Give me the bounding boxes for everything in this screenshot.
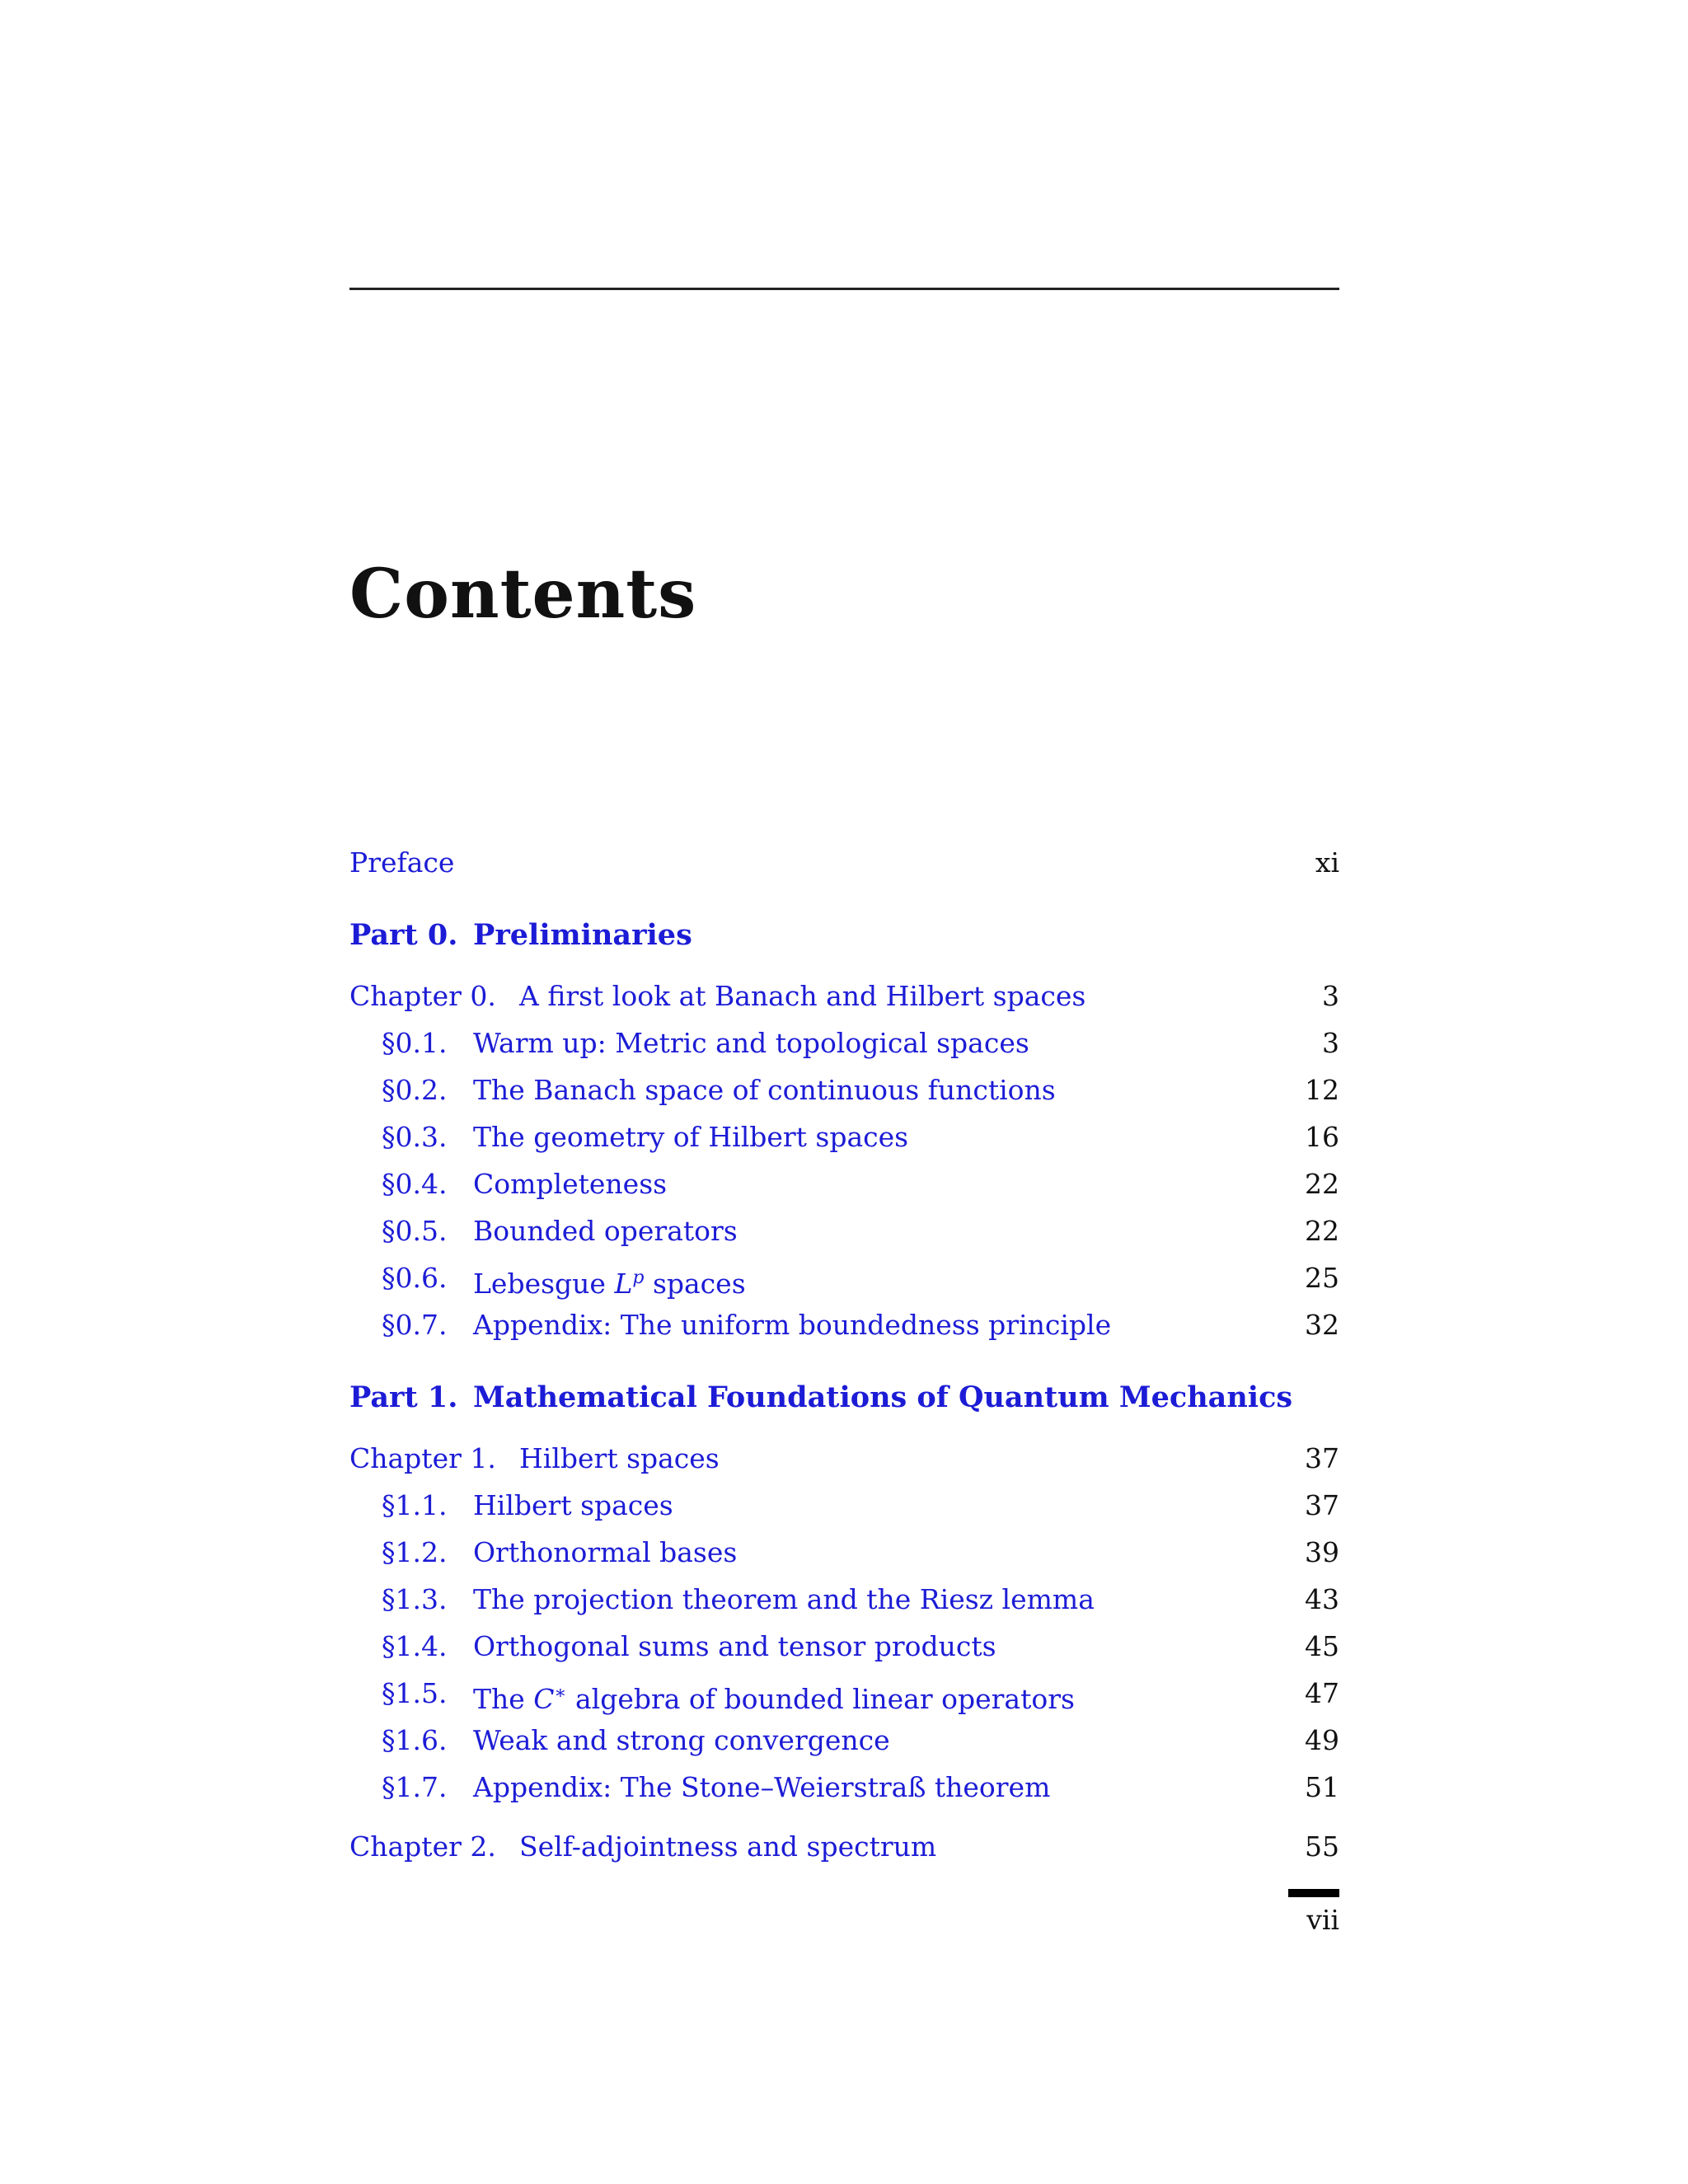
chapter-0-title[interactable]: A first look at Banach and Hilbert spaces	[519, 980, 1086, 1012]
section-title-text: The	[473, 1683, 534, 1715]
section-title-text: algebra of bounded linear operators	[566, 1683, 1075, 1715]
section-number[interactable]: §1.3.	[382, 1583, 448, 1615]
section-page: 49	[1305, 1724, 1339, 1756]
toc-entry-section[interactable]	[349, 1117, 1339, 1158]
section-title[interactable]: The Banach space of continuous functions	[473, 1074, 1056, 1106]
section-number[interactable]: §1.4.	[382, 1630, 448, 1662]
chapter-0-label[interactable]: Chapter 0.	[349, 980, 496, 1012]
toc-entry-part-1[interactable]	[349, 1377, 1339, 1418]
part-1-title[interactable]: Mathematical Foundations of Quantum Mechanics	[473, 1380, 1293, 1414]
toc-entry-section[interactable]	[349, 1579, 1339, 1620]
section-title[interactable]: Bounded operators	[473, 1215, 738, 1247]
top-rule	[349, 288, 1339, 290]
chapter-2-page: 55	[1305, 1830, 1339, 1863]
math-superscript: ∗	[554, 1683, 567, 1704]
toc-entry-chapter-0[interactable]	[349, 976, 1339, 1017]
chapter-1-label[interactable]: Chapter 1.	[349, 1442, 496, 1474]
toc-entry-section[interactable]	[349, 1164, 1339, 1205]
section-title[interactable]: Weak and strong convergence	[473, 1724, 890, 1756]
section-number[interactable]: §0.2.	[382, 1074, 448, 1106]
toc-entry-section[interactable]	[349, 1767, 1339, 1808]
page-title: Contents	[349, 555, 697, 634]
section-number[interactable]: §1.5.	[382, 1677, 448, 1709]
section-number[interactable]: §0.6.	[382, 1262, 448, 1294]
math-superscript: p	[632, 1268, 645, 1288]
toc-entry-section[interactable]	[349, 1258, 1339, 1299]
section-title[interactable]: The projection theorem and the Riesz lemma	[473, 1583, 1095, 1615]
section-page: 32	[1305, 1309, 1339, 1341]
chapter-0-page: 3	[1322, 980, 1339, 1012]
section-page: 39	[1305, 1536, 1339, 1568]
toc-entry-section[interactable]	[349, 1070, 1339, 1111]
toc-entry-preface[interactable]	[349, 842, 1339, 883]
section-title[interactable]	[473, 1258, 746, 1305]
section-title[interactable]: Orthogonal sums and tensor products	[473, 1630, 996, 1662]
math-symbol: C	[533, 1683, 555, 1715]
section-page: 25	[1305, 1262, 1339, 1294]
section-page: 3	[1322, 1027, 1339, 1059]
section-title[interactable]: Appendix: The Stone–Weierstraß theorem	[473, 1771, 1051, 1803]
section-number[interactable]: §1.6.	[382, 1724, 448, 1756]
math-symbol: L	[614, 1268, 633, 1300]
section-number[interactable]: §0.1.	[382, 1027, 448, 1059]
part-0-title[interactable]: Preliminaries	[473, 918, 692, 952]
section-title[interactable]: Orthonormal bases	[473, 1536, 738, 1568]
chapter-2-label[interactable]: Chapter 2.	[349, 1830, 496, 1863]
preface-page: xi	[1315, 846, 1339, 879]
toc-entry-section[interactable]	[349, 1023, 1339, 1064]
preface-link[interactable]: Preface	[349, 846, 455, 879]
chapter-2-title[interactable]: Self-adjointness and spectrum	[519, 1830, 937, 1863]
section-page: 45	[1305, 1630, 1339, 1662]
section-title[interactable]: Appendix: The uniform boundedness principle	[473, 1309, 1112, 1341]
chapter-1-title[interactable]: Hilbert spaces	[519, 1442, 720, 1474]
section-number[interactable]: §1.2.	[382, 1536, 448, 1568]
section-page: 16	[1305, 1121, 1339, 1153]
part-1-label[interactable]: Part 1.	[349, 1380, 458, 1414]
toc-entry-section[interactable]	[349, 1626, 1339, 1667]
section-page: 22	[1305, 1215, 1339, 1247]
section-title[interactable]: The geometry of Hilbert spaces	[473, 1121, 909, 1153]
folio-bar	[1288, 1889, 1339, 1897]
section-page: 37	[1305, 1489, 1339, 1521]
section-number[interactable]: §1.1.	[382, 1489, 448, 1521]
toc-entry-section[interactable]	[349, 1305, 1339, 1346]
section-page: 22	[1305, 1168, 1339, 1200]
section-title[interactable]: Completeness	[473, 1168, 668, 1200]
section-page: 43	[1305, 1583, 1339, 1615]
section-number[interactable]: §0.5.	[382, 1215, 448, 1247]
toc-entry-section[interactable]	[349, 1532, 1339, 1573]
part-0-label[interactable]: Part 0.	[349, 918, 458, 952]
toc-entry-section[interactable]	[349, 1211, 1339, 1252]
section-title[interactable]	[473, 1673, 1075, 1720]
chapter-1-page: 37	[1305, 1442, 1339, 1474]
section-title-text: spaces	[644, 1268, 746, 1300]
section-number[interactable]: §0.4.	[382, 1168, 448, 1200]
section-page: 12	[1305, 1074, 1339, 1106]
section-title-text: Lebesgue	[473, 1268, 615, 1300]
toc-entry-part-0[interactable]	[349, 915, 1339, 956]
toc-entry-chapter-1[interactable]	[349, 1438, 1339, 1479]
toc-entry-chapter-2[interactable]	[349, 1826, 1339, 1868]
section-title[interactable]: Hilbert spaces	[473, 1489, 673, 1521]
toc-entry-section[interactable]	[349, 1485, 1339, 1526]
toc-entry-section[interactable]	[349, 1720, 1339, 1761]
section-title[interactable]: Warm up: Metric and topological spaces	[473, 1027, 1029, 1059]
toc-entry-section[interactable]	[349, 1673, 1339, 1714]
section-number[interactable]: §1.7.	[382, 1771, 448, 1803]
section-number[interactable]: §0.7.	[382, 1309, 448, 1341]
section-page: 47	[1305, 1677, 1339, 1709]
section-page: 51	[1305, 1771, 1339, 1803]
section-number[interactable]: §0.3.	[382, 1121, 448, 1153]
page-folio: vii	[1306, 1904, 1339, 1936]
